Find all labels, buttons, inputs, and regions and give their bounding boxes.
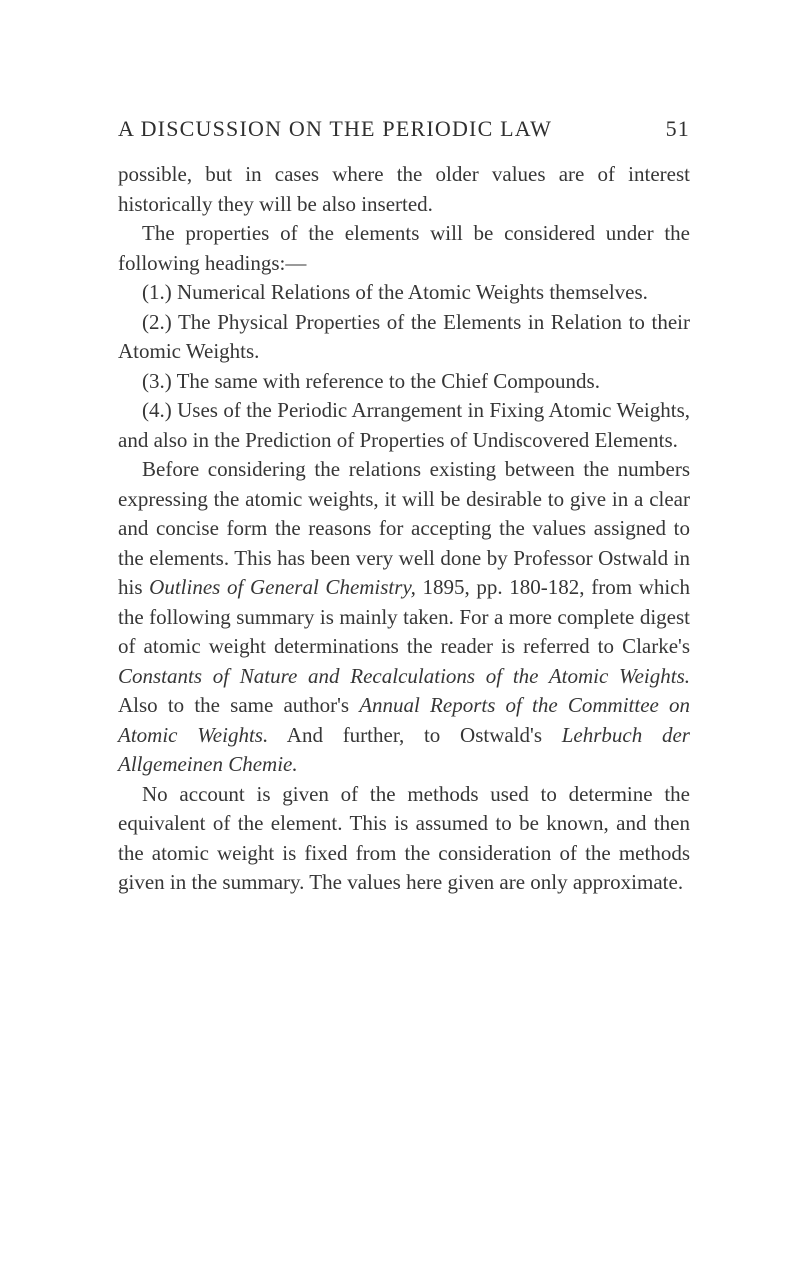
body-text (118, 160, 690, 898)
paragraph-atomic-weight-sources (118, 455, 690, 780)
running-title: A DISCUSSION ON THE PERIODIC LAW (118, 116, 553, 141)
running-head (118, 113, 690, 145)
heading-item-2: (2.) The Physical Properties of the Elements in Relation to their Atomic Weights. (118, 309, 690, 363)
heading-item-3: (3.) The same with reference to the Chief Compounds. (142, 368, 600, 393)
book-title-constants: Constants of Nature and Recalculations of the Atomic Weights. (118, 663, 690, 688)
text-segment: Also to the same author's (118, 693, 360, 717)
paragraph-intro-continuation: possible, but in cases where the older values are of interest historically they will be also inserted. (118, 162, 690, 216)
page-number: 51 (665, 116, 690, 141)
heading-item-1: (1.) Numerical Relations of the Atomic Weights themselves. (142, 280, 648, 304)
book-title-outlines: Outlines of General Chemistry, (149, 575, 416, 599)
book-title-annual-reports: Annual Reports of the Committee on Atomic Weights. (118, 693, 691, 747)
text-segment: 1895, pp. 180-182, from which the following summary is mainly taken. For a more complete digest of atomic weight determinations the reader is referred to Clarke's (118, 575, 690, 658)
book-title-lehrbuch: Lehrbuch der Allgemeinen Chemie. (118, 722, 690, 776)
heading-item-4: (4.) Uses of the Periodic Arrangement in Fixing Atomic Weights, and also in the Prediction of Properties of Undiscovered Elements. (118, 398, 690, 452)
paragraph-headings-intro: The properties of the elements will be considered under the following headings:— (118, 221, 690, 275)
paragraph-methods-note: No account is given of the methods used to determine the equivalent of the element. This is assumed to be known, and then the atomic weight is fixed from the consideration of the methods given in the summary. The values here given are only approximate. (118, 781, 690, 894)
text-segment: And further, to Ostwald's (268, 722, 562, 747)
text-segment: Before considering the relations existing between the numbers expressing the atomic weights, it will be desirable to give in a clear and concise form the reasons for accepting the values assigned to the elements. This has been very well done by Professor Ostwald in his (118, 457, 690, 599)
